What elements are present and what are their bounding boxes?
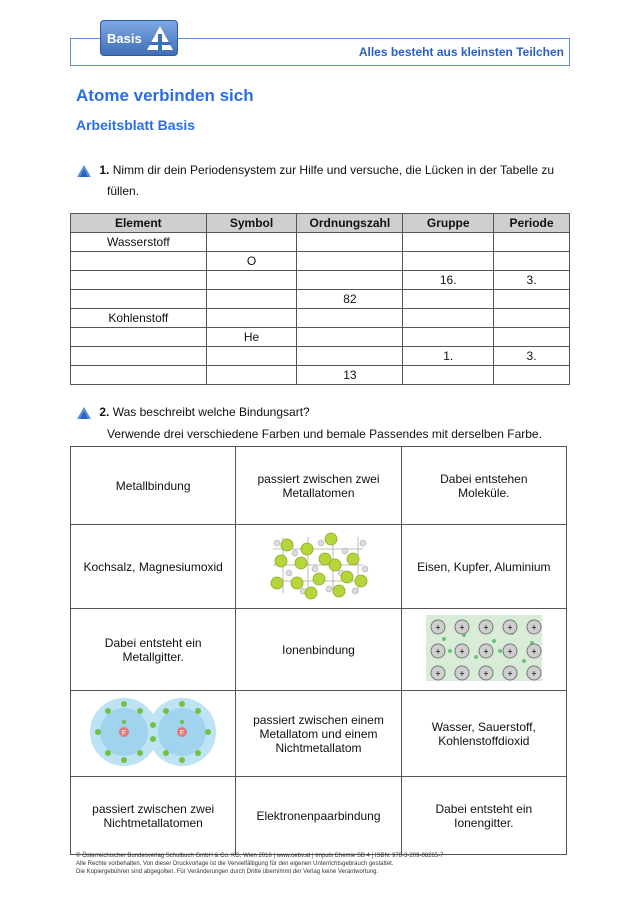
grid-cell[interactable]: Eisen, Kupfer, Aluminium [401, 525, 566, 609]
task1-text-line2: füllen. [107, 184, 140, 198]
table-row [71, 233, 570, 252]
table-cell[interactable] [494, 252, 570, 271]
table-cell[interactable] [494, 366, 570, 385]
ion-sign: + [483, 669, 489, 678]
ion-sign: + [435, 669, 441, 678]
grid-cell[interactable]: Kochsalz, Magnesiumoxid [71, 525, 236, 609]
ion-sign: + [507, 647, 513, 656]
table-cell[interactable] [206, 366, 297, 385]
table-cell[interactable] [206, 233, 297, 252]
atom-label: F [122, 730, 127, 737]
grid-cell-ionic-lattice-image[interactable] [236, 525, 401, 609]
table-cell[interactable]: 82 [297, 290, 403, 309]
table-row [71, 252, 570, 271]
grid-cell[interactable]: Metallbindung [71, 447, 236, 525]
table-cell[interactable] [297, 309, 403, 328]
footer-line: Die Kopiergebühren sind abgegolten. Für Veränderungen durch Dritte übernimmt der Verlag keine Verantwortung. [76, 869, 379, 875]
table-cell[interactable] [71, 271, 207, 290]
page-subtitle: Arbeitsblatt Basis [76, 117, 196, 133]
table-cell[interactable]: 13 [297, 366, 403, 385]
table-cell[interactable] [297, 252, 403, 271]
table-cell[interactable]: 1. [403, 347, 494, 366]
grid-row [71, 609, 567, 691]
grid-cell-metal-lattice-image[interactable] [401, 609, 566, 691]
task1-text-line1: Nimm dir dein Periodensystem zur Hilfe und versuche, die Lücken in der Tabelle zu [112, 163, 555, 177]
ion-sign: + [459, 623, 465, 632]
table-cell[interactable] [206, 309, 297, 328]
column-header: Gruppe [403, 214, 494, 233]
table-cell[interactable] [297, 233, 403, 252]
table-cell[interactable] [71, 366, 207, 385]
task-triangle-icon [76, 164, 92, 178]
table-row [71, 290, 570, 309]
table-cell[interactable] [297, 347, 403, 366]
table-row [71, 347, 570, 366]
grid-cell[interactable]: Dabei entsteht ein Ionengitter. [401, 777, 566, 855]
table-cell[interactable] [403, 366, 494, 385]
table-cell[interactable] [206, 347, 297, 366]
grid-cell-covalent-bond-image[interactable] [71, 691, 236, 777]
table-header-row [71, 214, 570, 233]
grid-row [71, 525, 567, 609]
ion-sign: + [435, 647, 441, 656]
covalent-bond-image [88, 695, 218, 769]
column-header: Element [71, 214, 207, 233]
table-row [71, 328, 570, 347]
table-cell[interactable] [297, 271, 403, 290]
header-title: Alles besteht aus kleinsten Teilchen [358, 45, 564, 59]
ionic-lattice-image [263, 529, 373, 601]
table-cell[interactable]: 16. [403, 271, 494, 290]
task2-number: 2. [99, 405, 110, 419]
page-title: Atome verbinden sich [76, 86, 254, 105]
bond-matching-grid [70, 446, 567, 855]
metal-lattice-image [424, 613, 544, 683]
ion-sign: + [531, 623, 537, 632]
ion-sign: + [531, 647, 537, 656]
table-row [71, 271, 570, 290]
ion-sign: + [531, 669, 537, 678]
periodic-table [70, 213, 570, 385]
column-header: Symbol [206, 214, 297, 233]
table-cell[interactable] [206, 271, 297, 290]
ion-sign: + [483, 623, 489, 632]
atom-label: F [180, 730, 185, 737]
grid-cell[interactable]: passiert zwischen zwei Nichtmetallatomen [71, 777, 236, 855]
table-cell[interactable] [494, 328, 570, 347]
task2 [76, 402, 310, 422]
ion-sign: + [459, 647, 465, 656]
table-cell[interactable]: O [206, 252, 297, 271]
grid-row [71, 447, 567, 525]
table-cell[interactable] [403, 233, 494, 252]
grid-cell[interactable]: Dabei entsteht ein Metallgitter. [71, 609, 236, 691]
grid-cell[interactable]: Elektronenpaarbindung [236, 777, 401, 855]
table-cell[interactable]: 3. [494, 271, 570, 290]
task1-number: 1. [99, 163, 110, 177]
ion-sign: + [459, 669, 465, 678]
task1 [76, 160, 554, 180]
ion-sign: + [507, 669, 513, 678]
table-cell[interactable] [403, 290, 494, 309]
triangle-logo-icon [145, 24, 175, 52]
table-cell[interactable]: Wasserstoff [71, 233, 207, 252]
ion-sign: + [435, 623, 441, 632]
logo-text: Basis [107, 31, 142, 46]
task2-text-line1: Was beschreibt welche Bindungsart? [112, 405, 310, 419]
table-cell[interactable] [71, 290, 207, 309]
table-cell[interactable] [71, 347, 207, 366]
footer-line: Alle Rechte vorbehalten. Von dieser Druckvorlage ist die Vervielfältigung für den eigenen Unterrichtsgebrauch gestattet. [76, 861, 394, 867]
table-row [71, 366, 570, 385]
table-cell[interactable] [71, 252, 207, 271]
grid-row [71, 691, 567, 777]
table-cell[interactable]: He [206, 328, 297, 347]
table-cell[interactable] [403, 328, 494, 347]
grid-cell[interactable]: passiert zwischen zwei Metallatomen [236, 447, 401, 525]
grid-cell[interactable]: Dabei entstehen Moleküle. [401, 447, 566, 525]
table-cell[interactable]: Kohlenstoff [71, 309, 207, 328]
ion-sign: + [483, 647, 489, 656]
column-header: Ordnungszahl [297, 214, 403, 233]
publisher-logo [100, 20, 178, 56]
grid-cell[interactable]: passiert zwischen einem Metallatom und einem Nichtmetallatom [236, 691, 401, 777]
table-cell[interactable] [494, 309, 570, 328]
footer [76, 852, 444, 876]
table-cell[interactable] [403, 309, 494, 328]
task-triangle-icon [76, 406, 92, 420]
table-cell[interactable] [403, 252, 494, 271]
grid-cell[interactable]: Wasser, Sauerstoff, Kohlenstoffdioxid [401, 691, 566, 777]
grid-row [71, 777, 567, 855]
table-cell[interactable] [494, 233, 570, 252]
grid-cell[interactable]: Ionenbindung [236, 609, 401, 691]
footer-line: © Österreichischer Bundesverlag Schulbuch GmbH & Co. KG, Wien 2016 | www.oebv.at | Impuls Chemie SB 4 | ISBN: 978-3-209-08265-7 [76, 853, 444, 859]
table-row [71, 309, 570, 328]
table-cell[interactable]: 3. [494, 347, 570, 366]
task2-text-line2: Verwende drei verschiedene Farben und bemale Passendes mit derselben Farbe. [107, 427, 542, 441]
column-header: Periode [494, 214, 570, 233]
table-cell[interactable] [206, 290, 297, 309]
ion-sign: + [507, 623, 513, 632]
table-cell[interactable] [71, 328, 207, 347]
table-cell[interactable] [494, 290, 570, 309]
table-cell[interactable] [297, 328, 403, 347]
